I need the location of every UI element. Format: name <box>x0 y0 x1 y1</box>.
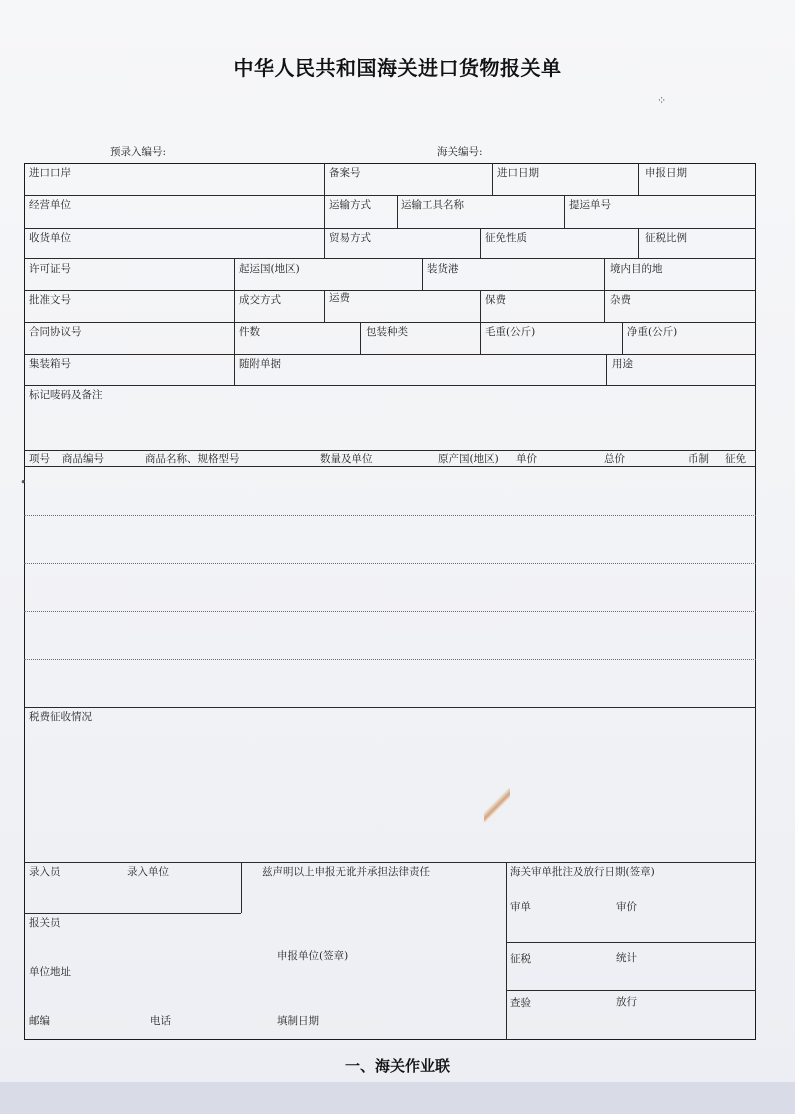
declaration-text: 兹声明以上申报无讹并承担法律责任 <box>262 866 430 878</box>
usage-label: 用途 <box>612 358 633 370</box>
form-table <box>24 163 756 1040</box>
col-line <box>480 322 481 354</box>
goods-name-header: 商品名称、规格型号 <box>145 453 240 465</box>
item-dotted-line <box>24 563 756 564</box>
col-line <box>564 195 565 228</box>
import-date-label: 进口日期 <box>497 167 539 179</box>
col-line <box>506 862 507 1040</box>
domestic-dest-label: 境内目的地 <box>610 263 663 275</box>
row-line <box>24 450 756 451</box>
col-line <box>638 228 639 258</box>
row-line <box>24 322 756 323</box>
row-line <box>24 195 756 196</box>
customs-no-label: 海关编号: <box>437 146 483 158</box>
consignee-unit-label: 收货单位 <box>29 232 71 244</box>
total-price-header: 总价 <box>604 453 625 465</box>
pre-entry-no-label: 预录入编号: <box>110 146 167 158</box>
currency-header: 币制 <box>688 453 709 465</box>
tax-levy-label: 征税 <box>510 953 531 965</box>
import-port-label: 进口口岸 <box>29 167 71 179</box>
col-line <box>234 290 235 322</box>
row-line <box>506 990 756 991</box>
tax-ratio-label: 征税比例 <box>645 232 687 244</box>
postcode-label: 邮编 <box>29 1015 50 1027</box>
row-line <box>506 942 756 943</box>
record-no-label: 备案号 <box>329 167 361 179</box>
declare-date-label: 申报日期 <box>645 167 687 179</box>
col-line <box>324 290 325 322</box>
row-line <box>24 290 756 291</box>
review-label: 审单 <box>510 901 531 913</box>
transport-name-label: 运输工具名称 <box>401 199 464 211</box>
col-line <box>604 290 605 322</box>
col-line <box>324 228 325 258</box>
business-unit-label: 经营单位 <box>29 199 71 211</box>
item-dotted-line <box>24 659 756 660</box>
qty-unit-header: 数量及单位 <box>320 453 373 465</box>
contract-no-label: 合同协议号 <box>29 326 82 338</box>
statistics-label: 统计 <box>616 952 637 964</box>
audit-price-label: 审价 <box>616 901 637 913</box>
package-type-label: 包装种类 <box>366 326 408 338</box>
origin-country-label: 起运国(地区) <box>239 263 300 275</box>
item-dotted-line <box>24 611 756 612</box>
item-no-header: 项号 <box>29 453 50 465</box>
goods-code-header: 商品编号 <box>62 453 104 465</box>
container-no-label: 集装箱号 <box>29 358 71 370</box>
col-line <box>480 228 481 258</box>
bill-no-label: 提运单号 <box>569 199 611 211</box>
inspection-label: 查验 <box>510 997 531 1009</box>
paper-smudge <box>484 788 510 822</box>
col-line <box>604 258 605 290</box>
gross-weight-label: 毛重(公斤) <box>485 326 536 338</box>
unit-address-label: 单位地址 <box>29 966 71 978</box>
loading-port-label: 装货港 <box>427 263 459 275</box>
declare-unit-seal-label: 申报单位(签章) <box>277 950 349 962</box>
scan-dot: • <box>20 476 27 489</box>
net-weight-label: 净重(公斤) <box>627 326 678 338</box>
phone-label: 电话 <box>150 1015 171 1027</box>
insurance-label: 保费 <box>485 294 506 306</box>
entry-unit-label: 录入单位 <box>127 866 169 878</box>
misc-fee-label: 杂费 <box>610 294 631 306</box>
col-line <box>397 195 398 228</box>
col-line <box>492 163 493 195</box>
exemption-nature-label: 征免性质 <box>485 232 527 244</box>
row-line <box>24 258 756 259</box>
attached-docs-label: 随附单据 <box>239 358 281 370</box>
col-line <box>638 163 639 195</box>
row-line <box>24 354 756 355</box>
scan-mark: ⁘ <box>657 94 667 107</box>
entry-clerk-label: 录入员 <box>29 866 61 878</box>
form-title: 中华人民共和国海关进口货物报关单 <box>233 56 562 80</box>
row-line <box>24 707 756 708</box>
row-line <box>24 862 756 863</box>
item-dotted-line <box>24 515 756 516</box>
footer-title: 一、海关作业联 <box>344 1057 450 1075</box>
col-line <box>422 258 423 290</box>
col-line <box>324 195 325 228</box>
approval-no-label: 批准文号 <box>29 294 71 306</box>
row-line <box>24 228 756 229</box>
col-line <box>241 862 242 913</box>
prepare-date-label: 填制日期 <box>277 1015 319 1027</box>
exemption-header: 征免 <box>725 453 746 465</box>
declarer-label: 报关员 <box>29 917 61 929</box>
customs-approval-label: 海关审单批注及放行日期(签章) <box>510 866 655 878</box>
origin-header: 原产国(地区) <box>438 453 499 465</box>
col-line <box>234 258 235 290</box>
tax-section-label: 税费征收情况 <box>29 711 92 723</box>
col-line <box>324 163 325 195</box>
transport-mode-label: 运输方式 <box>329 199 371 211</box>
trade-mode-label: 贸易方式 <box>329 232 371 244</box>
scan-bottom-band <box>0 1082 795 1114</box>
col-line <box>480 290 481 322</box>
deal-mode-label: 成交方式 <box>239 294 281 306</box>
freight-label: 运费 <box>329 292 350 304</box>
pieces-label: 件数 <box>239 326 260 338</box>
row-line <box>24 913 241 914</box>
row-line <box>24 385 756 386</box>
col-line <box>234 354 235 385</box>
col-line <box>234 322 235 354</box>
release-label: 放行 <box>616 996 637 1008</box>
license-no-label: 许可证号 <box>29 263 71 275</box>
marks-remarks-label: 标记唛码及备注 <box>29 389 103 401</box>
col-line <box>622 322 623 354</box>
row-line <box>24 466 756 467</box>
col-line <box>360 322 361 354</box>
unit-price-header: 单价 <box>516 453 537 465</box>
col-line <box>606 354 607 385</box>
